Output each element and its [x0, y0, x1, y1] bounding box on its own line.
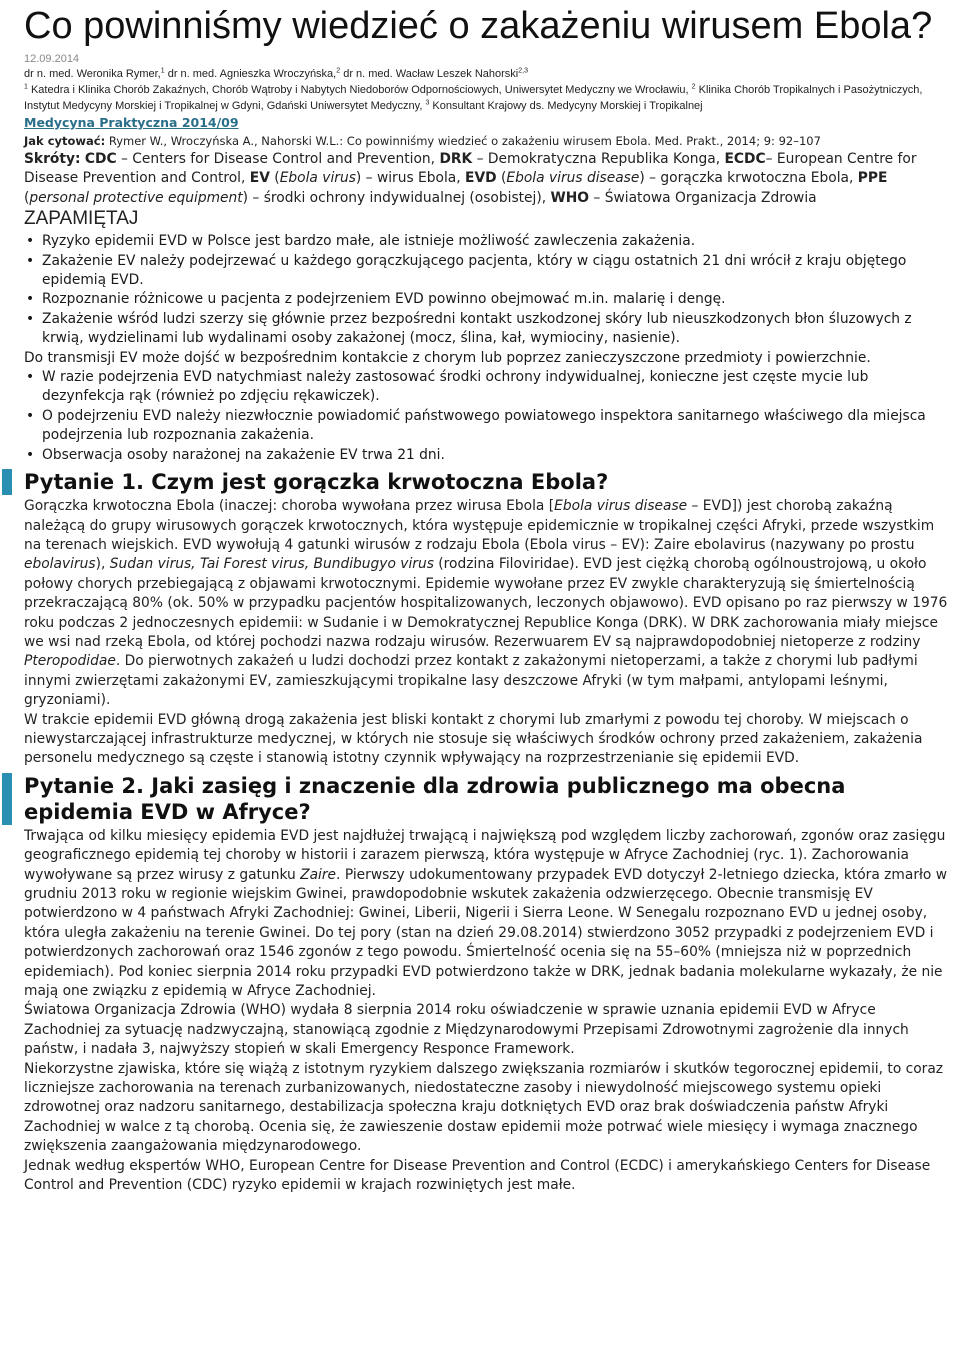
journal-link[interactable]: Medycyna Praktyczna 2014/09 [24, 115, 239, 130]
question1-heading [24, 469, 954, 495]
question2-paragraph: Jednak według ekspertów WHO, European Centre for Disease Prevention and Control (ECDC) i amerykańskiego Centers for Disease Control and Prevention (CDC) ryzyko epidemii w krajach rozwiniętych jest małe. [24, 1157, 931, 1194]
question2-paragraph: Trwająca od kilku miesięcy epidemia EVD jest najdłużej trwającą i największą pod względem liczby zachorowań, zgonów oraz zasięgu geograficznego epidemią tej choroby w historii i zarazem pierwszą, która występuje w Afryce Zachodniej (ryc. 1). Zachorowania wywoływane są przez wirusy z gatunku Zaire. Pierwszy udokumentowany przypadek EVD dotyczył 2-letniego dziecka, która zmarło w grudniu 2013 roku w regionie wiejskim Gwinei, prawdopodobnie wskutek zakażenia odzwierzęcego. Obecnie transmisję EV potwierdzono w 4 państwach Afryki Zachodniej: Gwinei, Liberii, Nigerii i Sierra Leone. W Senegalu rozpoznano EVD u jednej osoby, która uległa zakażeniu na terenie Gwinei. Do tej pory (stan na dzień 29.08.2014) stwierdzono 3052 przypadki z podejrzeniem EVD i potwierdzonych zachorowań oraz 1546 zgonów z tego powodu. Śmiertelność ocenia się na 55–60% (mniejsza niż w poprzednich epidemiach). Pod koniec sierpnia 2014 roku przypadki EVD potwierdzono także w DRK, jednak badania molekularne wykazały, że nie mają one związku z epidemią w Afryce Zachodniej. [24, 827, 948, 1000]
remember-item: • W razie podejrzenia EVD natychmiast należy zastosować środki ochrony indywidualnej, konieczne jest częste mycie lub dezynfekcja rąk (również po zdjęciu rękawiczek). [24, 368, 954, 407]
question2-body [24, 827, 954, 1196]
question2-title: Pytanie 2. Jaki zasięg i znaczenie dla zdrowia publicznego ma obecna epidemia EVD w Afryce? [24, 773, 846, 824]
article-page [24, 0, 954, 1196]
citation-text: Rymer W., Wroczyńska A., Nahorski W.L.: Co powinniśmy wiedzieć o zakażeniu wirusem Ebola. Med. Prakt., 2014; 9: 92–107 [105, 134, 821, 148]
remember-item: • Zakażenie wśród ludzi szerzy się głównie przez bezpośredni kontakt uszkodzonej skóry lub nieuszkodzonych błon śluzowych z krwią, wydzielinami lub wydalinami osoby zakażonej (mocz, ślina, kał, wymiociny, nasienie). [24, 310, 954, 349]
article-title: Co powinniśmy wiedzieć o zakażeniu wirusem Ebola? [24, 5, 933, 47]
remember-item: • Ryzyko epidemii EVD w Polsce jest bardzo małe, ale istnieje możliwość zawleczenia zakażenia. [24, 232, 954, 251]
remember-item: • Rozpoznanie różnicowe u pacjenta z podejrzeniem EVD powinno obejmować m.in. malarię i dengę. [24, 290, 954, 309]
question2-accent-bar [2, 773, 12, 825]
question1-body [24, 497, 954, 769]
remember-list [24, 232, 954, 465]
question2-paragraph: Światowa Organizacja Zdrowia (WHO) wydała 8 sierpnia 2014 roku oświadczenie w sprawie uznania epidemii EVD w Afryce Zachodniej za sytuację nadzwyczajną, stanowiącą zgodnie z Międzynarodowymi Przepisami Zdrowotnymi zagrożenie dla innych państw, i nadała 3, najwyższy stopień w skali Emergency Responce Framework. [24, 1002, 909, 1058]
question1-accent-bar [2, 469, 12, 495]
citation [24, 132, 954, 150]
question1-title: Pytanie 1. Czym jest gorączka krwotoczna Ebola? [24, 470, 609, 495]
citation-label: Jak cytować: [24, 134, 106, 148]
question2-heading [24, 773, 954, 825]
abbreviations: Skróty: CDC – Centers for Disease Control and Prevention, DRK – Demokratyczna Republika Konga, ECDC– European Centre for Disease Prevention and Control, EV (Ebola virus) – wirus Ebola, EVD (Ebola virus disease) – gorączka krwotoczna Ebola, PPE (personal protective equipment) – środki ochrony indywidualnej (osobistej), WHO – Światowa Organizacja Zdrowia [24, 151, 917, 206]
question2-paragraph: Niekorzystne zjawiska, które się wiążą z istotnym ryzykiem dalszego zwiększania rozmiarów i skutków tegorocznej epidemii, to coraz liczniejsze zachorowania na terenach zurbanizowanych, niedostateczne zasoby i niewydolność miejscowego systemu opieki zdrowotnej oraz nadzoru sanitarnego, destabilizacja społeczna kraju dotkniętych EVD oraz brak doświadczenia państw Afryki Zachodniej w walce z tą chorobą. Ocenia się, że zawieszenie dostaw epidemii może potrwać wiele miesięcy i wymaga znacznego zwiększenia zaangażowania międzynarodowego. [24, 1060, 944, 1155]
question1-paragraph: W trakcie epidemii EVD główną drogą zakażenia jest bliski kontakt z chorymi lub zmarłymi z powodu tej choroby. W miejscach o niewystarczającej infrastrukturze medycznej, w których nie stosuje się właściwych środków ochrony przed zakażeniem, zakażenia personelu medycznego są częste i stanowią istotny czynnik wpływający na rozprzestrzenianie się epidemii EVD. [24, 711, 923, 767]
remember-item: • Zakażenie EV należy podejrzewać u każdego gorączkującego pacjenta, który w ciągu ostatnich 21 dni wrócił z kraju objętego epidemią EVD. [24, 252, 954, 291]
authors: dr n. med. Weronika Rymer,$^1$ dr n. med. Agnieszka Wroczyńska,$^2$ dr n. med. Wacław Leszek Nahorski$^{2,3}$ [24, 67, 528, 80]
question1-paragraph: Gorączka krwotoczna Ebola (inaczej: choroba wywołana przez wirusa Ebola [Ebola virus disease – EVD]) jest chorobą zakaźną należącą do grupy wirusowych gorączek krwotocznych, która występuje epidemicznie w tropikalnej części Afryki, przede wszystkim na terenach wiejskich. EVD wywołują 4 gatunki wirusów z rodzaju Ebola (Ebola virus – EV): Zaire ebolavirus (nazywany po prostu ebolavirus), Sudan virus, Tai Forest virus, Bundibugyo virus (rodzina Filoviridae). EVD jest ciężką chorobą ogólnoustrojową, u około połowy chorych przebiegającą z objawami krwotocznymi. Epidemie wywołane przez EV zwykle charakteryzują się śmiertelnością przekraczającą 80% (ok. 50% w przypadku pacjentów hospitalizowanych, leczonych objawowo). EVD opisano po raz pierwszy w 1976 roku podczas 2 jednoczesnych epidemii: w Sudanie i w Demokratycznej Republice Konga (DRK). W DRK zachorowania miały miejsce we wsi nad rzeką Ebola, od której pochodzi nazwa rodzaju wirusów. Rezerwuarem EV są najprawdopodobniej nietoperze z rodziny Pteropodidae. Do pierwotnych zakażeń u ludzi dochodzi przez kontakt z zakażonymi nietoperzami, a także z chorymi lub padłymi innymi zwierzętami zakażonymi EV, zamieszkującymi tropikalne lasy deszczowe Afryki (w tym małpami, antylopami leśnymi, gryzoniami). [24, 498, 948, 709]
article-date: 12.09.2014 [24, 53, 80, 65]
remember-item: • Obserwacja osoby narażonej na zakażenie EV trwa 21 dni. [24, 446, 954, 465]
affiliations: $^1$ Katedra i Klinika Chorób Zakaźnych, Chorób Wątroby i Nabytych Niedoborów Odpornościowych, Uniwersytet Medyczny we Wrocławiu, $^2$ Klinika Chorób Tropikalnych i Pasożytniczych, Instytut Medycyny Morskiej i Tropikalnej w Gdyni, Gdański Uniwersytet Medyczny, $^3$ Konsultant Krajowy ds. Medycyny Morskiej i Tropikalnej [24, 83, 923, 112]
remember-heading: ZAPAMIĘTAJ [24, 208, 139, 230]
remember-item: • O podejrzeniu EVD należy niezwłocznie powiadomić państwowego powiatowego inspektora sanitarnego właściwego dla miejsca podejrzenia lub rozpoznania zakażenia. [24, 407, 954, 446]
remember-item: Do transmisji EV może dojść w bezpośrednim kontakcie z chorym lub poprzez zanieczyszczone przedmioty i powierzchnie. [24, 349, 871, 366]
